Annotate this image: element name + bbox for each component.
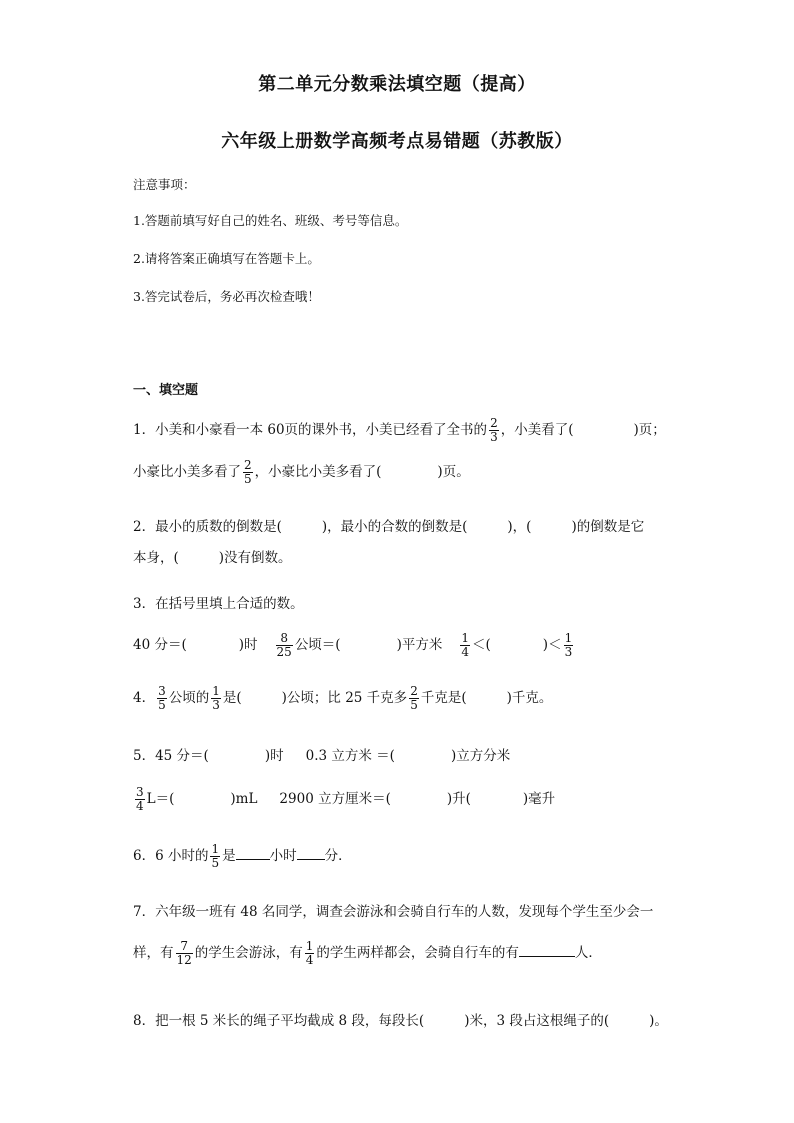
q2-text-e: 本身，( (133, 550, 179, 566)
fraction-two-thirds: $\frac{2}{3}$ (490, 416, 498, 444)
q1-text-d: 小豪比小美多看了 (133, 464, 241, 480)
q2-text-c: )，( (507, 519, 532, 535)
q8-text-c: )。 (649, 1013, 668, 1029)
q8-text-b: )米，3 段占这根绳子的( (464, 1013, 610, 1029)
q4-text-c: 是( (222, 690, 242, 706)
q4-text-d: )公顷；比 25 千克多 (281, 690, 408, 706)
notice-item-3: 3.答完试卷后，务必再次检查哦！ (133, 289, 320, 304)
answer-underline[interactable] (236, 847, 270, 860)
notice-heading: 注意事项： (133, 177, 196, 192)
q5-text-h: )升( (446, 791, 471, 807)
question-3-prompt: 3．在括号里填上合适的数。 (133, 596, 304, 612)
q3-text-d: )平方米 (396, 637, 443, 653)
q4-text-a: 4． (133, 690, 156, 706)
question-1-line-1 (133, 417, 666, 444)
q3-text-c: 公顷＝( (294, 637, 341, 653)
fraction-three-fourths: $\frac{3}{4}$ (136, 785, 144, 813)
answer-underline[interactable] (297, 847, 325, 860)
q2-text-d: )的倒数是它 (571, 519, 645, 535)
q7-text-d: 的学生两样都会，会骑自行车的有 (316, 945, 519, 961)
notice-item-2: 2.请将答案正确填写在答题卡上。 (133, 251, 320, 266)
answer-underline[interactable] (519, 944, 575, 957)
q3-text-b: )时 (238, 637, 258, 653)
q4-text-f: )千克。 (506, 690, 553, 706)
q7-text-c: 的学生会游泳，有 (194, 945, 303, 961)
q4-text-e: 千克是( (420, 690, 467, 706)
fraction-one-third: $\frac{1}{3}$ (212, 684, 220, 712)
q5-text-d: )立方分米 (450, 748, 511, 764)
question-2-line-2 (133, 546, 292, 566)
q1-text-b: ，小美看了( (500, 422, 574, 438)
question-7-line-2 (133, 940, 602, 967)
fraction-one-fourth: $\frac{1}{4}$ (461, 631, 470, 659)
q1-text-c: )页； (633, 422, 666, 438)
question-5-line-1 (133, 744, 510, 764)
q1-text-a: 1．小美和小豪看一本 60页的课外书，小美已经看了全书的 (133, 422, 488, 438)
fraction-two-fifths: $\frac{2}{5}$ (244, 458, 252, 486)
fraction-two-fifths: $\frac{2}{5}$ (410, 684, 418, 712)
q5-text-b: )时 (264, 748, 284, 764)
fraction-one-fourth: $\frac{1}{4}$ (305, 939, 314, 967)
question-4 (133, 685, 552, 712)
q2-text-a: 2．最小的质数的倒数是( (133, 519, 282, 535)
question-1-line-2 (133, 459, 470, 486)
q1-text-e: ，小豪比小美多看了( (254, 464, 382, 480)
document-subtitle: 六年级上册数学高频考点易错题（苏教版） (221, 131, 573, 152)
document-title: 第二单元分数乘法填空题（提高） (258, 74, 536, 95)
fraction-one-third: $\frac{1}{3}$ (564, 631, 573, 659)
q4-text-b: 公顷的 (168, 690, 210, 706)
fraction-seven-twelfths: $\frac{7}{12}$ (176, 939, 192, 967)
q6-text-a: 6．6 小时的 (133, 848, 209, 864)
q7-text-b: 样，有 (133, 945, 174, 961)
section-title: 一、填空题 (133, 383, 199, 398)
q5-text-i: )毫升 (522, 791, 556, 807)
q6-text-d: 分． (324, 848, 352, 864)
question-6 (133, 843, 352, 870)
q6-text-b: 是 (222, 848, 236, 864)
q5-text-g: 2900 立方厘米＝( (279, 791, 391, 807)
q5-text-f: )mL (230, 791, 258, 807)
q8-text-a: 8．把一根 5 米长的绳子平均截成 8 段，每段长( (133, 1013, 425, 1029)
q2-text-f: )没有倒数。 (218, 550, 292, 566)
question-8 (133, 1009, 668, 1029)
q3-text-f: )＜ (542, 637, 562, 653)
q3-text-a: 40 分＝( (133, 637, 187, 653)
q7-text-e: 人． (574, 945, 602, 961)
fraction-three-fifths: $\frac{3}{5}$ (158, 684, 166, 712)
q2-text-b: )，最小的合数的倒数是( (321, 519, 468, 535)
q1-text-f: )页。 (437, 464, 470, 480)
fraction-one-fifth: $\frac{1}{5}$ (211, 842, 220, 870)
q3-text-e: ＜( (472, 637, 491, 653)
question-2-line-1 (133, 515, 644, 535)
q5-text-e: L＝( (146, 791, 175, 807)
question-3-items (133, 632, 575, 659)
question-7-line-1: 7．六年级一班有 48 名同学，调查会游泳和会骑自行车的人数，发现每个学生至少会一 (133, 904, 654, 920)
fraction-eight-twentyfifths: $\frac{8}{25}$ (276, 631, 292, 659)
q5-text-c: 0.3 立方米 ＝( (305, 748, 395, 764)
question-5-line-2 (133, 786, 555, 813)
q5-text-a: 5．45 分＝( (133, 748, 209, 764)
notice-item-1: 1.答题前填写好自己的姓名、班级、考号等信息。 (133, 213, 408, 228)
q6-text-c: 小时 (269, 848, 297, 864)
